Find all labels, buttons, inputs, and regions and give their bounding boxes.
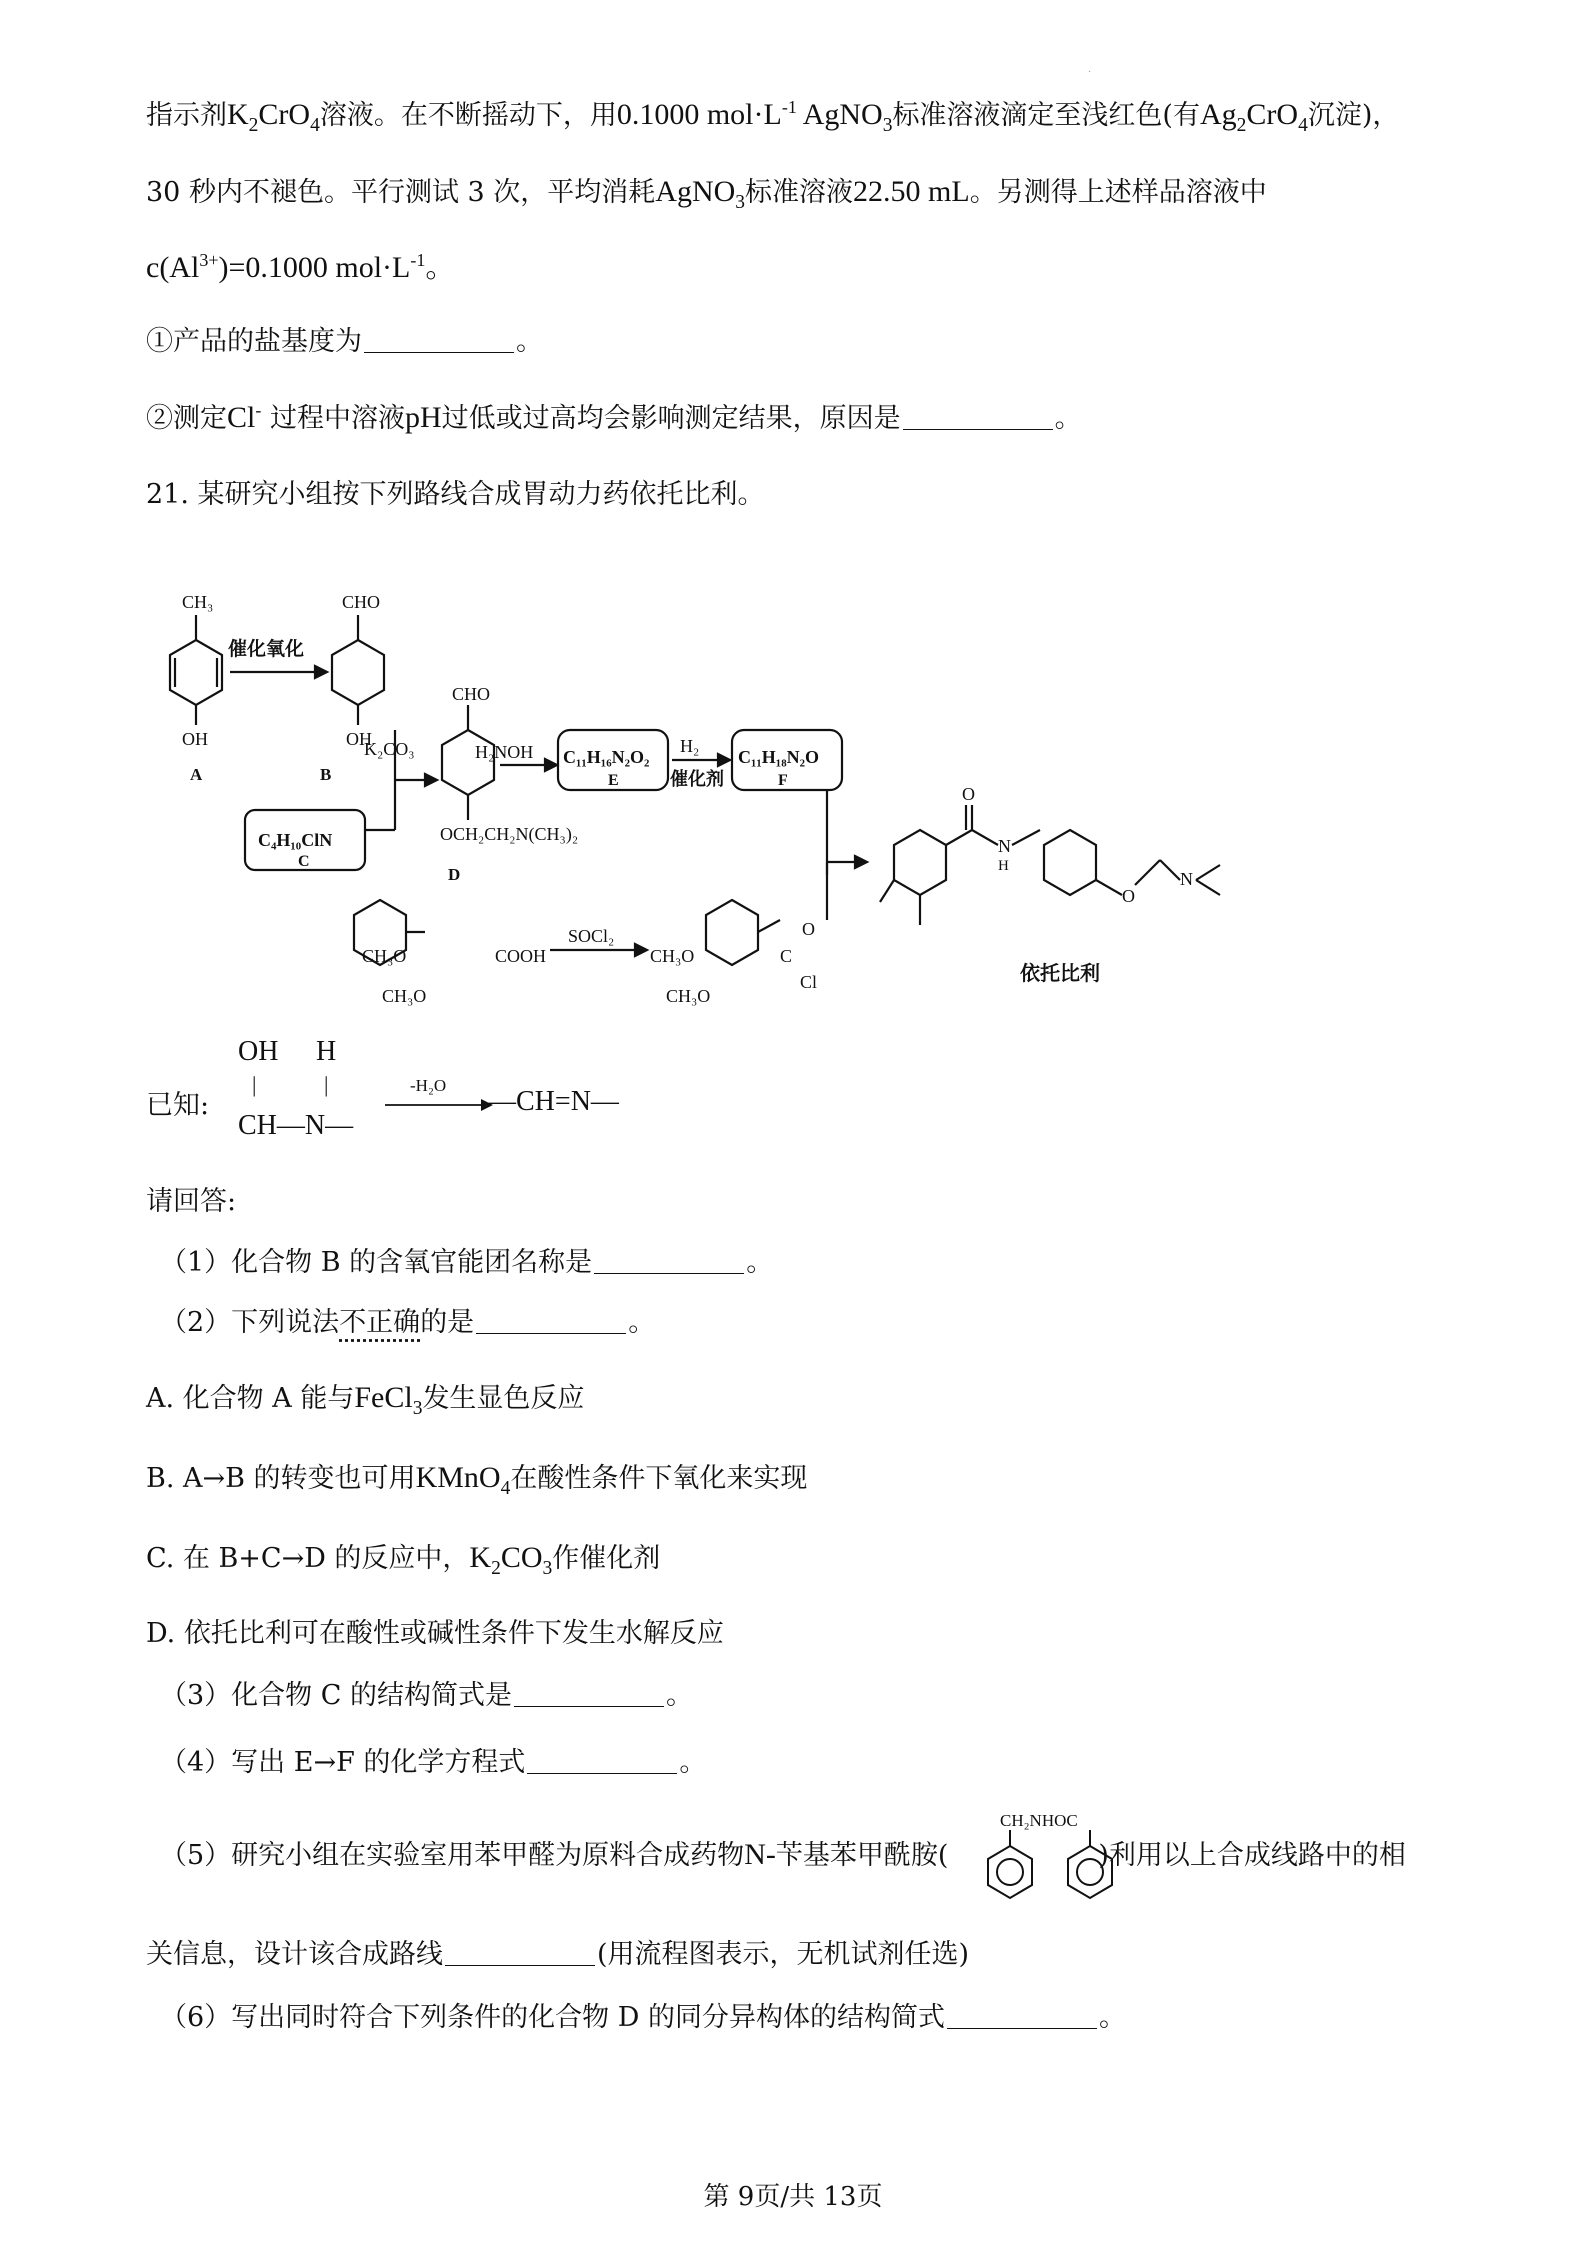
ring-D — [442, 730, 494, 795]
D-ether: OCH₂CH₂N(CH₃)₂ — [440, 824, 579, 844]
q21-sub-1: （1）化合物 B 的含氧官能团名称是 。 — [160, 1247, 774, 1278]
q20-sub-2: ②测定Cl- 过程中溶液pH过低或过高均会影响测定结果，原因是 。 — [146, 400, 1082, 434]
acyl-ome-2: CH₃O — [666, 986, 711, 1006]
volume-value: 22.50 mL — [853, 175, 970, 208]
acyl-cl: Cl — [800, 972, 818, 992]
q21-title — [146, 475, 765, 515]
text: 21. 某研究小组按下列路线合成胃动力药依托比利。 — [146, 479, 765, 510]
text: 标准溶液滴定至浅红色(有 — [892, 100, 1200, 131]
k2cro4: $K_2CrO_4$ — [227, 98, 320, 136]
A-oh: OH — [182, 729, 208, 749]
q21-sub-2: （2）下列说法不正确的是 。 — [160, 1307, 656, 1338]
text: (用流程图表示，无机试剂任选) — [597, 1939, 970, 1970]
option-C — [146, 1538, 660, 1579]
page-footer: 第 9页/共 13页 — [703, 2182, 883, 2212]
product-ether-o: O — [1122, 886, 1135, 906]
answer-blank[interactable] — [445, 1939, 595, 1966]
conc-value: 0.1000 mol·L — [616, 98, 782, 131]
step-h2: H₂ — [680, 736, 700, 756]
ring-product-2 — [1044, 830, 1096, 895]
synthesis-scheme — [150, 580, 1240, 1030]
step-catalyst: 催化剂 — [670, 769, 724, 789]
text: （5）研究小组在实验室用苯甲醛为原料合成药物 — [160, 1840, 745, 1871]
step-catalytic-oxidation: 催化氧化 — [228, 639, 305, 660]
K2CO3-reagent: K₂CO₃ — [364, 739, 415, 759]
text: 已知: — [146, 1090, 210, 1121]
kmno4: KMnO$_4$ — [415, 1461, 511, 1499]
q20-line-1 — [146, 95, 1399, 136]
A-label: A — [190, 765, 203, 784]
k2co3: $K_2CO_3$ — [469, 1541, 553, 1579]
ring-product-1 — [894, 830, 946, 895]
amide-label: CH₂NHOC — [1000, 1811, 1078, 1830]
known-oh: OH — [238, 1036, 279, 1067]
text: 沉淀)， — [1307, 100, 1400, 131]
product-amide-n: N — [998, 836, 1011, 856]
answer-blank[interactable] — [514, 1680, 664, 1707]
acid-cooh: COOH — [495, 946, 547, 966]
text: ①产品的盐基度为 — [146, 326, 362, 357]
product-carbonyl-o: O — [962, 784, 975, 804]
text: )利用以上合成线路中的相 — [1098, 1840, 1406, 1871]
text: B. A→B 的转变也可用 — [146, 1463, 416, 1494]
text: 作催化剂 — [552, 1543, 661, 1574]
acid-ome-2: CH₃O — [382, 986, 427, 1006]
D-cho: CHO — [452, 684, 491, 704]
text: 关信息，设计该合成路线 — [146, 1939, 443, 1970]
D-label: D — [448, 865, 461, 884]
ph: pH — [404, 401, 442, 434]
text: 请回答: — [146, 1186, 237, 1217]
agno3: AgNO$_3$ — [655, 175, 746, 213]
product-amide-h: H — [998, 858, 1009, 874]
option-A — [146, 1378, 584, 1419]
ring-acyl — [706, 900, 758, 965]
q21-sub-5-cont — [146, 1935, 969, 1975]
q20-line-3 — [146, 248, 455, 289]
known-reactant: CH—N— — [238, 1110, 354, 1141]
known-arrow — [385, 1098, 495, 1112]
product-name: 依托比利 — [1020, 963, 1100, 985]
ag2cro4: $Ag_2CrO_4$ — [1199, 98, 1308, 136]
F-label: F — [778, 772, 788, 789]
C-label: C — [298, 853, 310, 870]
known-bond-1: | — [252, 1072, 257, 1097]
E-formula: C₁₁H₁₆N₂O₂ — [563, 747, 650, 767]
answer-blank[interactable] — [364, 326, 514, 353]
option-D — [146, 1614, 724, 1654]
text: 的是 — [420, 1307, 475, 1338]
text: D. 依托比利可在酸性或碱性条件下发生水解反应 — [146, 1618, 724, 1649]
text: （2）下列说法 — [160, 1307, 340, 1338]
step-nh2oh: H₂NOH — [475, 742, 534, 762]
cl-ion: Cl- — [227, 400, 262, 434]
known-bond-2: | — [324, 1072, 329, 1097]
text: 标准溶液 — [745, 177, 854, 208]
text: 溶液。在不断摇动下，用 — [319, 100, 617, 131]
C-formula: C₄H₁₀ClN — [258, 830, 333, 850]
answer-blank[interactable] — [947, 2002, 1097, 2029]
text: 过程中溶液 — [269, 403, 405, 434]
al-value: =0.1000 mol·L — [228, 251, 411, 284]
text: C. 在 B+C→D 的反应中， — [146, 1543, 470, 1574]
text: 发生显色反应 — [422, 1383, 585, 1414]
option-B — [146, 1458, 807, 1499]
n-prefix: N- — [744, 1838, 776, 1871]
acyl-ome-1: CH₃O — [650, 946, 695, 966]
known-label — [146, 1086, 209, 1126]
text: A. 化合物 A 能与 — [146, 1383, 355, 1414]
F-formula: C₁₁H₁₈N₂O — [738, 747, 819, 767]
ring-B — [332, 640, 384, 705]
answer-blank[interactable] — [903, 403, 1053, 430]
emphasis-not-correct: 不正确 — [339, 1307, 421, 1338]
text: 苄基苯甲酰胺( — [775, 1840, 949, 1871]
acid-ome-1: CH₃O — [362, 946, 407, 966]
q21-sub-4: （4）写出 E→F 的化学方程式 。 — [160, 1747, 707, 1778]
text: （1）化合物 B 的含氧官能团名称是 — [160, 1247, 593, 1278]
acyl-c: C — [780, 946, 793, 966]
text: 指示剂 — [146, 100, 227, 131]
B-oh: OH — [346, 729, 372, 749]
answer-blank[interactable] — [476, 1307, 626, 1334]
acyl-o: O — [802, 919, 815, 939]
text: ②测定 — [146, 403, 227, 434]
E-label: E — [608, 772, 619, 789]
known-h: H — [316, 1036, 337, 1067]
product-amine-n: N — [1180, 869, 1193, 889]
text: （6）写出同时符合下列条件的化合物 D 的同分异构体的结构简式 — [160, 2002, 945, 2033]
text: 30 秒内不褪色。平行测试 3 次，平均消耗 — [146, 177, 656, 208]
q21-sub-6: （6）写出同时符合下列条件的化合物 D 的同分异构体的结构简式 。 — [160, 2002, 1126, 2033]
text: （4）写出 E→F 的化学方程式 — [160, 1747, 526, 1778]
reagent-socl2: SOCl₂ — [568, 926, 615, 946]
B-label: B — [320, 765, 332, 784]
al-conc: $c(Al^{3+})=0.1000$ $mol\cdot L^{-1}$。 — [146, 250, 456, 284]
B-cho: CHO — [342, 592, 381, 612]
text: 在酸性条件下氧化来实现 — [510, 1463, 808, 1494]
answer-blank[interactable] — [527, 1747, 677, 1774]
answer-prompt — [146, 1182, 236, 1222]
benzylbenzamide-structure — [972, 1808, 1122, 1903]
text: 过低或过高均会影响测定结果，原因是 — [441, 403, 901, 434]
known-product: —CH=N— — [488, 1086, 619, 1117]
scan-dot: . — [1088, 64, 1092, 75]
answer-blank[interactable] — [594, 1247, 744, 1274]
text: （3）化合物 C 的结构简式是 — [160, 1680, 513, 1711]
concentration: 0.1000 $mol\cdot L^{-1}$ AgNO$_3$ — [616, 97, 893, 136]
text: 。另测得上述样品溶液中 — [969, 177, 1267, 208]
ring-A — [170, 640, 222, 705]
fecl3: FeCl$_3$ — [354, 1381, 423, 1419]
q20-line-2 — [146, 172, 1267, 213]
q20-sub-1: ①产品的盐基度为 。 — [146, 326, 543, 357]
A-methyl: CH₃ — [182, 592, 214, 612]
q21-sub-5 — [160, 1835, 1406, 1876]
q21-sub-3: （3）化合物 C 的结构简式是 。 — [160, 1680, 694, 1711]
known-arrow-label: -H₂O — [410, 1076, 447, 1095]
